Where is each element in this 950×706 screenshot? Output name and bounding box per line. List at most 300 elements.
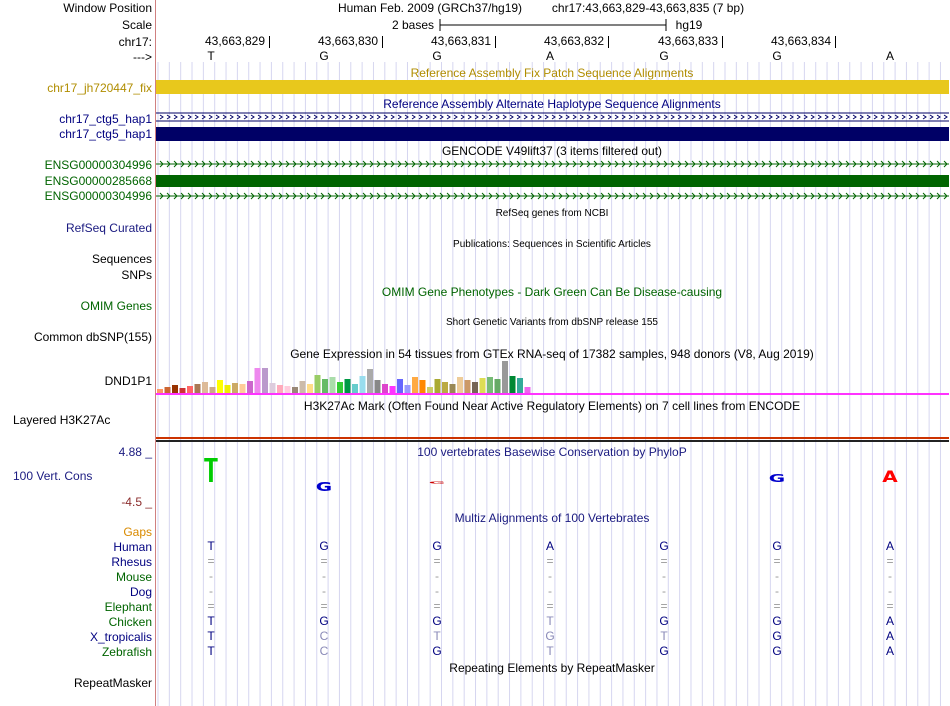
dbsnp-label[interactable]: Common dbSNP(155) xyxy=(33,330,152,344)
position-text[interactable]: chr17:43,663,829-43,663,835 (7 bp) xyxy=(551,1,745,15)
strand-arrow xyxy=(181,115,184,119)
strand-arrow xyxy=(412,115,415,119)
strand-arrow xyxy=(202,115,205,119)
publications-label[interactable]: Sequences xyxy=(91,252,152,266)
alignment-base: A xyxy=(545,539,555,553)
alignment-base: = xyxy=(207,554,215,568)
alignment-base: - xyxy=(662,569,666,583)
alignment-base: G xyxy=(319,614,329,628)
alignment-base: - xyxy=(435,569,439,583)
strand-arrow xyxy=(916,115,919,119)
strand-arrow xyxy=(769,115,772,119)
strand-label: ---> xyxy=(133,50,152,64)
species-label[interactable]: X_tropicalis xyxy=(89,630,152,644)
alt-haplotype-title[interactable]: Reference Assembly Alternate Haplotype Sequence Alignments xyxy=(383,97,721,111)
sequence-base: G xyxy=(319,49,329,63)
alignment-base: T xyxy=(207,629,215,643)
coordinate-label: 43,663,834 xyxy=(770,34,832,48)
strand-arrow xyxy=(713,115,716,119)
gtex-tissue-bar xyxy=(180,388,186,393)
alignment-base: G xyxy=(659,539,669,553)
strand-arrow xyxy=(594,115,597,119)
gencode-label-1[interactable]: ENSG00000304996 xyxy=(44,158,152,172)
gtex-tissue-bar xyxy=(420,380,426,393)
strand-arrow xyxy=(608,115,611,119)
gencode-track-3[interactable] xyxy=(156,191,949,201)
alignment-base: - xyxy=(775,569,779,583)
chrom-label: chr17: xyxy=(118,35,152,49)
strand-arrow xyxy=(209,115,212,119)
strand-arrow xyxy=(349,115,352,119)
gtex-tissue-bar xyxy=(255,368,261,393)
gtex-tissue-bar xyxy=(292,387,298,393)
gtex-tissue-bar xyxy=(165,387,171,393)
alignment-base: A xyxy=(885,614,895,628)
strand-arrow xyxy=(692,115,695,119)
alignment-base: = xyxy=(660,554,668,568)
strand-arrow xyxy=(405,115,408,119)
sequence-base: T xyxy=(207,49,215,63)
gtex-tissue-bar xyxy=(442,382,448,393)
strand-arrow xyxy=(853,115,856,119)
species-label[interactable]: Mouse xyxy=(115,570,152,584)
alignment-base: G xyxy=(659,644,669,658)
gtex-tissue-bar xyxy=(157,389,163,393)
gtex-tissue-bar xyxy=(367,369,373,393)
alignment-base: T xyxy=(207,539,215,553)
coordinate-tick xyxy=(835,36,836,48)
logo-letter: G xyxy=(428,480,446,485)
alignment-base: - xyxy=(775,584,779,598)
strand-arrow xyxy=(664,115,667,119)
strand-arrow xyxy=(426,115,429,119)
strand-arrow xyxy=(363,115,366,119)
gtex-tissue-bar xyxy=(187,386,193,393)
alt-haplotype-bar-2[interactable] xyxy=(156,127,949,141)
alignment-base: T xyxy=(433,629,441,643)
alignment-base: = xyxy=(433,554,441,568)
strand-arrow xyxy=(846,115,849,119)
strand-arrow xyxy=(258,115,261,119)
strand-arrow xyxy=(538,115,541,119)
strand-arrow xyxy=(251,115,254,119)
gtex-tissue-bar xyxy=(390,386,396,393)
gtex-tissue-bar xyxy=(510,376,516,393)
omim-title[interactable]: OMIM Gene Phenotypes - Dark Green Can Be Disease-causing xyxy=(381,285,723,299)
alignment-base: = xyxy=(886,554,894,568)
alignment-base: T xyxy=(207,644,215,658)
strand-arrow xyxy=(881,115,884,119)
alignment-base: = xyxy=(433,599,441,613)
gtex-tissue-bar xyxy=(217,380,223,393)
gtex-tissue-bar xyxy=(450,384,456,393)
strand-arrow xyxy=(454,115,457,119)
strand-arrow xyxy=(230,115,233,119)
alignment-base: = xyxy=(207,599,215,613)
strand-arrow xyxy=(797,115,800,119)
species-label[interactable]: Dog xyxy=(129,585,152,599)
strand-arrow xyxy=(321,115,324,119)
strand-arrow xyxy=(265,115,268,119)
strand-arrow xyxy=(622,115,625,119)
strand-arrow xyxy=(776,115,779,119)
strand-arrow xyxy=(741,115,744,119)
strand-arrow xyxy=(783,115,786,119)
alignment-base: - xyxy=(548,584,552,598)
scale-text: 2 bases xyxy=(391,18,435,32)
species-label[interactable]: Elephant xyxy=(104,600,152,614)
strand-arrow xyxy=(377,115,380,119)
coordinate-label: 43,663,830 xyxy=(317,34,379,48)
alignment-base: = xyxy=(546,599,554,613)
strand-arrow xyxy=(643,115,646,119)
gtex-tissue-bar xyxy=(262,368,268,393)
strand-arrow xyxy=(531,115,534,119)
strand-arrow xyxy=(419,115,422,119)
strand-arrow xyxy=(482,115,485,119)
strand-arrow xyxy=(944,115,947,119)
strand-arrow xyxy=(300,115,303,119)
gencode-track-1[interactable] xyxy=(156,159,949,169)
assembly-text: Human Feb. 2009 (GRCh37/hg19) xyxy=(337,1,523,15)
gtex-tissue-bar xyxy=(480,378,486,393)
alignment-base: = xyxy=(320,599,328,613)
strand-arrow xyxy=(825,115,828,119)
alignment-base: T xyxy=(660,629,668,643)
alignment-base: G xyxy=(319,539,329,553)
gtex-tissue-bar xyxy=(397,379,403,393)
strand-arrow xyxy=(685,115,688,119)
gtex-tissue-bar xyxy=(487,377,493,393)
alignment-base: G xyxy=(772,614,782,628)
h3k27ac-label[interactable]: Layered H3K27Ac xyxy=(13,413,111,427)
gtex-tissue-bar xyxy=(315,375,321,393)
gtex-tissue-bar xyxy=(382,384,388,393)
strand-arrow xyxy=(545,115,548,119)
strand-arrow xyxy=(811,115,814,119)
strand-arrow xyxy=(188,115,191,119)
publications-title[interactable]: Publications: Sequences in Scientific Articles xyxy=(453,239,651,250)
gtex-tissue-bar xyxy=(285,386,291,393)
gtex-tissue-bar xyxy=(435,379,441,393)
strand-arrow xyxy=(328,115,331,119)
alignment-base: G xyxy=(545,629,555,643)
conservation-logo xyxy=(156,458,949,498)
gtex-bar-chart[interactable] xyxy=(156,360,949,398)
coordinate-tick xyxy=(722,36,723,48)
gencode-label-3[interactable]: ENSG00000304996 xyxy=(44,189,152,203)
fix-patch-bar[interactable] xyxy=(156,80,949,94)
strand-arrow xyxy=(552,115,555,119)
gtex-tissue-bar xyxy=(202,382,208,393)
phylop-label[interactable]: 100 Vert. Cons xyxy=(13,469,93,483)
strand-arrow xyxy=(839,115,842,119)
species-label[interactable]: Rhesus xyxy=(111,555,152,569)
strand-arrow xyxy=(433,115,436,119)
strand-arrow xyxy=(384,115,387,119)
strand-arrow xyxy=(517,115,520,119)
strand-arrow xyxy=(755,115,758,119)
strand-arrow xyxy=(587,115,590,119)
species-label[interactable]: Chicken xyxy=(108,615,152,629)
gtex-tissue-bar xyxy=(247,381,253,393)
strand-arrow xyxy=(447,115,450,119)
gtex-tissue-bar xyxy=(375,380,381,393)
alignment-base: G xyxy=(772,629,782,643)
gtex-tissue-bar xyxy=(517,378,523,393)
omim-label[interactable]: OMIM Genes xyxy=(80,299,152,313)
alignment-base: G xyxy=(659,614,669,628)
strand-arrow xyxy=(314,115,317,119)
alignment-base: - xyxy=(209,569,213,583)
alignment-base: - xyxy=(209,584,213,598)
strand-arrow xyxy=(657,115,660,119)
logo-letter: T xyxy=(204,458,218,491)
alt-haplotype-label-2[interactable]: chr17_ctg5_hap1 xyxy=(59,127,152,141)
strand-arrow xyxy=(909,115,912,119)
strand-arrow xyxy=(874,115,877,119)
repeatmasker-label[interactable]: RepeatMasker xyxy=(73,676,152,690)
gtex-tissue-bar xyxy=(427,387,433,393)
strand-arrow xyxy=(706,115,709,119)
strand-arrow xyxy=(832,115,835,119)
gtex-tissue-bar xyxy=(495,379,501,393)
refseq-title[interactable]: RefSeq genes from NCBI xyxy=(495,208,609,219)
sequence-base: A xyxy=(885,49,895,63)
strand-arrow xyxy=(370,115,373,119)
strand-arrow xyxy=(615,115,618,119)
sequence-base: G xyxy=(772,49,782,63)
gtex-tissue-bar xyxy=(360,376,366,393)
logo-letter: G xyxy=(768,472,786,485)
logo-letter: A xyxy=(882,468,898,487)
gtex-tissue-bar xyxy=(240,384,246,393)
strand-arrow xyxy=(601,115,604,119)
alignment-base: - xyxy=(435,584,439,598)
strand-arrow xyxy=(440,115,443,119)
alignment-base: = xyxy=(773,554,781,568)
gtex-tissue-bar xyxy=(472,382,478,393)
gtex-tissue-bar xyxy=(172,385,178,393)
gtex-tissue-bar xyxy=(270,383,276,393)
species-label[interactable]: Human xyxy=(113,540,152,554)
fix-patch-item-label[interactable]: chr17_jh720447_fix xyxy=(47,81,152,95)
strand-arrow xyxy=(398,115,401,119)
strand-arrow xyxy=(174,115,177,119)
coordinate-label: 43,663,829 xyxy=(204,34,266,48)
fix-patch-title[interactable]: Reference Assembly Fix Patch Sequence Alignments xyxy=(410,66,694,80)
multiz-title[interactable]: Multiz Alignments of 100 Vertebrates xyxy=(454,511,650,525)
alignment-base: = xyxy=(320,554,328,568)
gtex-tissue-bar xyxy=(457,377,463,393)
alignment-base: C xyxy=(319,644,329,658)
alignment-base: A xyxy=(885,539,895,553)
alt-haplotype-label-1[interactable]: chr17_ctg5_hap1 xyxy=(59,112,152,126)
alignment-base: G xyxy=(432,539,442,553)
strand-arrow xyxy=(475,115,478,119)
gtex-tissue-bar xyxy=(195,384,201,393)
strand-arrow xyxy=(510,115,513,119)
gtex-title[interactable]: Gene Expression in 54 tissues from GTEx RNA-seq of 17382 samples, 948 donors (V8, Aug 2019) xyxy=(290,347,814,361)
strand-arrow xyxy=(496,115,499,119)
gencode-bar-2[interactable] xyxy=(156,175,949,187)
strand-arrow xyxy=(636,115,639,119)
strand-arrow xyxy=(335,115,338,119)
strand-arrow xyxy=(391,115,394,119)
alignment-base: T xyxy=(546,614,554,628)
alignment-base: = xyxy=(773,599,781,613)
gencode-title[interactable]: GENCODE V49lift37 (3 items filtered out) xyxy=(441,144,663,158)
alignment-base: - xyxy=(888,584,892,598)
strand-arrow xyxy=(629,115,632,119)
gtex-tissue-bar xyxy=(330,377,336,393)
strand-arrow xyxy=(524,115,527,119)
coordinate-label: 43,663,833 xyxy=(657,34,719,48)
strand-arrow xyxy=(888,115,891,119)
alignment-base: G xyxy=(432,644,442,658)
alignment-base: A xyxy=(885,644,895,658)
dbsnp-title[interactable]: Short Genetic Variants from dbSNP release 155 xyxy=(446,317,658,328)
strand-arrow xyxy=(223,115,226,119)
strand-arrow xyxy=(356,115,359,119)
refseq-label[interactable]: RefSeq Curated xyxy=(65,221,152,235)
gtex-tissue-bar xyxy=(277,385,283,393)
strand-arrow xyxy=(727,115,730,119)
label-separator xyxy=(155,0,156,706)
snps-label[interactable]: SNPs xyxy=(121,268,152,282)
alignment-base: T xyxy=(546,644,554,658)
strand-arrow xyxy=(573,115,576,119)
strand-arrow xyxy=(923,115,926,119)
window-position-label: Window Position xyxy=(63,1,152,15)
gtex-tissue-bar xyxy=(352,384,358,393)
strand-arrow xyxy=(167,115,170,119)
alignment-base: A xyxy=(885,629,895,643)
alignment-base: G xyxy=(432,614,442,628)
strand-arrow xyxy=(818,115,821,119)
gtex-tissue-bar xyxy=(210,387,216,393)
strand-arrow xyxy=(286,115,289,119)
alt-haplotype-track-1[interactable] xyxy=(156,112,949,122)
strand-arrow xyxy=(860,115,863,119)
strand-arrow xyxy=(160,115,163,119)
strand-arrow xyxy=(748,115,751,119)
h3k27ac-title[interactable]: H3K27Ac Mark (Often Found Near Active Regulatory Elements) on 7 cell lines from ENCODE xyxy=(303,399,801,413)
gtex-tissue-bar xyxy=(307,384,313,393)
strand-arrow xyxy=(489,115,492,119)
strand-arrow xyxy=(671,115,674,119)
strand-arrow xyxy=(937,115,940,119)
strand-arrow xyxy=(503,115,506,119)
alignment-base: = xyxy=(660,599,668,613)
strand-arrow xyxy=(762,115,765,119)
alignment-base: G xyxy=(772,644,782,658)
logo-letter: G xyxy=(315,480,333,495)
strand-arrow xyxy=(790,115,793,119)
strand-arrow xyxy=(566,115,569,119)
strand-arrow xyxy=(468,115,471,119)
strand-arrow xyxy=(902,115,905,119)
gtex-tissue-bar xyxy=(405,385,411,393)
strand-arrow xyxy=(293,115,296,119)
gtex-tissue-bar xyxy=(525,387,531,393)
repeatmasker-title[interactable]: Repeating Elements by RepeatMasker xyxy=(449,661,655,675)
strand-arrow xyxy=(307,115,310,119)
gtex-tissue-bar xyxy=(225,385,231,393)
strand-arrow xyxy=(867,115,870,119)
alignment-base: - xyxy=(888,569,892,583)
gtex-tissue-bar xyxy=(232,383,238,393)
alignment-base: = xyxy=(546,554,554,568)
strand-arrow xyxy=(720,115,723,119)
alignment-base: - xyxy=(322,584,326,598)
gtex-tissue-bar xyxy=(502,361,508,393)
strand-arrow xyxy=(734,115,737,119)
sequence-base: G xyxy=(659,49,669,63)
alignment-base: - xyxy=(662,584,666,598)
phylop-max: 4.88 _ xyxy=(118,445,152,459)
alignment-base: = xyxy=(886,599,894,613)
alignment-base: - xyxy=(548,569,552,583)
gtex-gene-label[interactable]: DND1P1 xyxy=(104,374,152,388)
strand-arrow xyxy=(580,115,583,119)
strand-arrow xyxy=(895,115,898,119)
strand-arrow xyxy=(678,115,681,119)
strand-arrow xyxy=(930,115,933,119)
alignment-base: - xyxy=(322,569,326,583)
scale-db: hg19 xyxy=(675,18,703,32)
strand-arrow xyxy=(804,115,807,119)
h3k27ac-signal-base xyxy=(156,440,949,442)
gtex-tissue-bar xyxy=(345,379,351,393)
coordinate-tick xyxy=(269,36,270,48)
alignment-base: C xyxy=(319,629,329,643)
sequence-base: A xyxy=(545,49,555,63)
strand-arrow xyxy=(279,115,282,119)
gtex-tissue-bar xyxy=(322,379,328,393)
gtex-tissue-bar xyxy=(465,380,471,393)
alignment-base: T xyxy=(207,614,215,628)
coordinate-label: 43,663,831 xyxy=(430,34,492,48)
sequence-base: G xyxy=(432,49,442,63)
species-label[interactable]: Zebrafish xyxy=(101,645,152,659)
phylop-min: -4.5 _ xyxy=(121,495,152,509)
coordinate-tick xyxy=(608,36,609,48)
h3k27ac-signal-line xyxy=(156,437,949,439)
gtex-tissue-bar xyxy=(412,377,418,393)
strand-arrow xyxy=(342,115,345,119)
scale-bar xyxy=(438,17,670,33)
strand-arrow xyxy=(699,115,702,119)
strand-arrow xyxy=(272,115,275,119)
gencode-label-2[interactable]: ENSG00000285668 xyxy=(44,174,152,188)
strand-arrow xyxy=(244,115,247,119)
gaps-label: Gaps xyxy=(123,525,152,539)
coordinate-tick xyxy=(382,36,383,48)
strand-arrow xyxy=(237,115,240,119)
strand-arrow xyxy=(216,115,219,119)
coordinate-tick xyxy=(495,36,496,48)
gtex-tissue-bar xyxy=(337,382,343,393)
strand-arrow xyxy=(650,115,653,119)
strand-arrow xyxy=(195,115,198,119)
gtex-tissue-bar xyxy=(300,381,306,393)
phylop-title[interactable]: 100 vertebrates Basewise Conservation by PhyloP xyxy=(417,445,687,459)
scale-label: Scale xyxy=(121,18,152,32)
strand-arrow xyxy=(461,115,464,119)
strand-arrow xyxy=(559,115,562,119)
coordinate-label: 43,663,832 xyxy=(543,34,605,48)
